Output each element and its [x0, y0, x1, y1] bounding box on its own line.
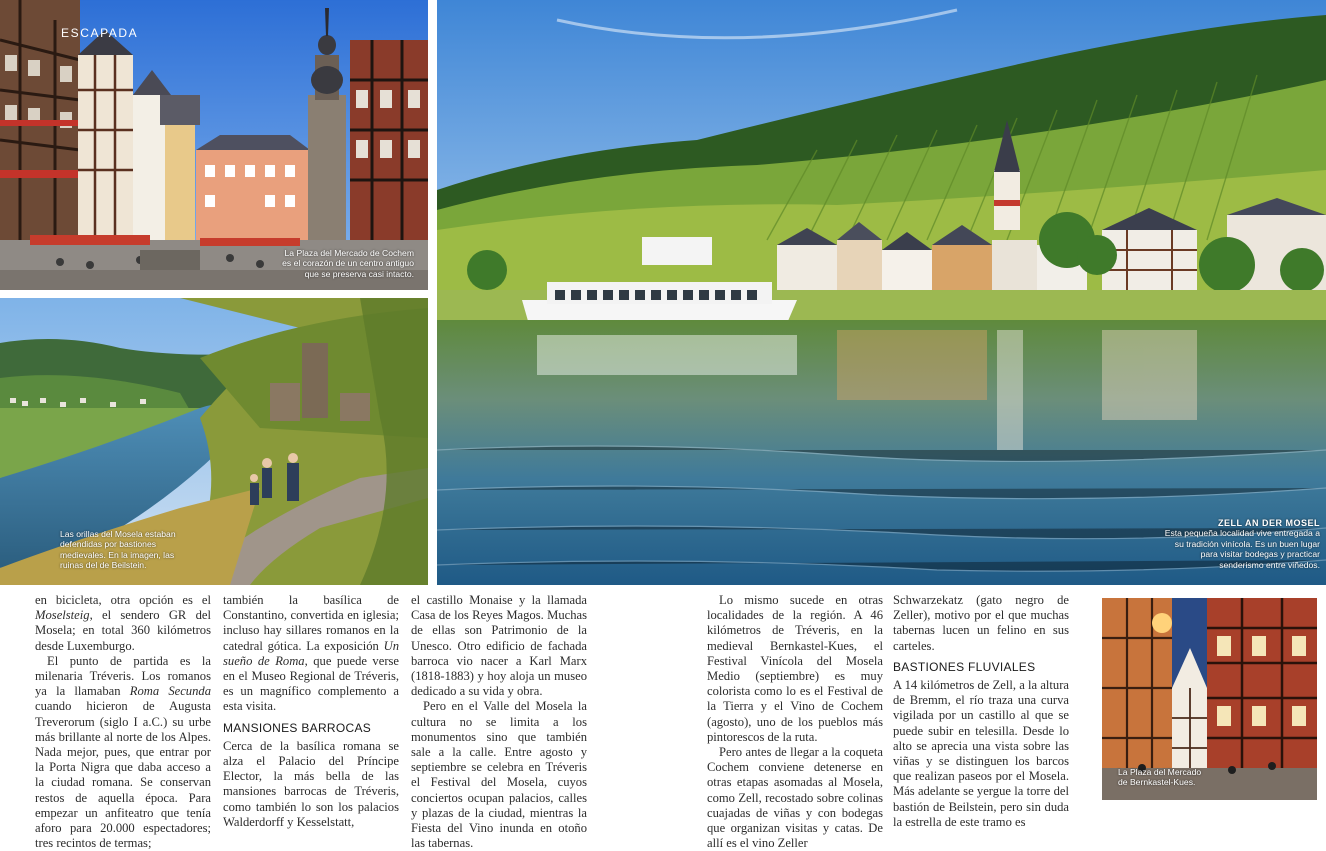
photo-bernkastel-market — [1102, 598, 1317, 800]
paragraph: Lo mismo sucede en otras localidades de la región. A 46 kilómetros de Tréveris, en la medieval Bernkastel-Kues, el Festival Vinícola del Mosela Medio (septiembre) es muy colorista como lo es el Festival de la Tierra y el Vino de Cochem (agosto), uno de los pueblos más pintorescos de la ruta. — [707, 593, 883, 744]
caption-zell-body: Esta pequeña localidad vive entregada a su tradición vinícola. Es un buen lugar para visitar bodegas y practicar senderismo entre viñedos. — [1164, 528, 1320, 570]
photo-zell-river — [437, 0, 1326, 585]
photo-cochem-market — [0, 0, 428, 290]
text-run-italic: Roma Secunda — [129, 684, 211, 699]
paragraph — [223, 593, 399, 715]
text-run: también la basílica de Constantino, convertida en iglesia; incluso hay sillares romanos en la catedral gótica. La exposición — [223, 593, 399, 653]
paragraph: Cerca de la basílica romana se alza el Palacio del Príncipe Elector, la más bella de las mansiones barrocas de Tréveris, como también lo son los palacios Walderdorff y Kesselstatt, — [223, 738, 399, 829]
section-label: ESCAPADA — [61, 26, 139, 40]
text-run: , el sendero GR del Mosela; en total 360 kilómetros desde Luxemburgo. — [35, 608, 211, 653]
text-column-2 — [223, 593, 399, 830]
paragraph: A 14 kilómetros de Zell, a la altura de Bremm, el río traza una curva vigilada por un castillo al que se puede subir en telesilla. Desde lo alto se aprecia una vista sobre las viñas y se distinguen los barcos que realizan paseos por el Mosela. Más adelante se yergue la torre del bastión de Beilstein, pero sin duda la estrella de este tramo es — [893, 678, 1069, 829]
text-run: El punto de partida es la milenaria Tréveris. Los romanos ya la llamaban — [35, 653, 211, 699]
text-run: en bicicleta, otra opción es el — [35, 593, 211, 607]
text-column-3 — [411, 593, 587, 851]
text-run: cuando hicieron de Augusta Treverorum (siglo I a.C.) su urbe más brillante al norte de los Alpes. Nada mejor, pues, que entrar por la Porta Nigra que daba acceso a la ciudad romana. Se conservan restos de aquella época. Para empezar un anfiteatro que tenía aforo para 20.000 espectadores; tres recintos de termas; — [35, 699, 211, 851]
text-column-4 — [707, 593, 883, 851]
caption-zell — [1160, 518, 1320, 570]
subheading: MANSIONES BARROCAS — [223, 720, 372, 735]
paragraph — [35, 654, 211, 851]
caption-beilstein: Las orillas del Mosela estaban defendidas por bastiones medievales. En la imagen, las ruinas del de Beilstein. — [60, 529, 176, 571]
caption-zell-title: ZELL AN DER MOSEL — [1217, 518, 1320, 528]
paragraph — [35, 593, 211, 654]
text-column-5 — [893, 593, 1069, 830]
subheading: BASTIONES FLUVIALES — [893, 659, 1036, 674]
paragraph: Pero antes de llegar a la coqueta Cochem conviene detenerse en otras etapas asomadas al Mosela, como Zell, recostado sobre colinas cuajadas de viñas y con bodegas que organizan visitas y catas. De allí es el vino Zeller — [707, 745, 883, 851]
caption-cochem: La Plaza del Mercado de Cochem es el corazón de un centro antiguo que se preserva casi intacto. — [282, 248, 414, 279]
text-column-1 — [35, 593, 211, 851]
paragraph: Pero en el Valle del Mosela la cultura no se limita a los monumentos sino que también sale a la calle. Entre agosto y septiembre se celebra en Tréveris el Festival del Mosela, cuyos conciertos ocupan palacios, calles y plazas de la ciudad, mientras la Fiesta del Vino inunda en otoño las tabernas. — [411, 699, 587, 851]
text-run-italic: Un sueño de Roma — [223, 638, 399, 668]
photo-beilstein-ruins — [0, 298, 428, 585]
text-run-italic: Moselsteig — [35, 608, 90, 623]
caption-bernkastel: La Plaza del Mercado de Bernkastel-Kues. — [1118, 767, 1202, 788]
paragraph: Schwarzekatz (gato negro de Zeller), motivo por el que muchas tabernas lucen un felino en sus carteles. — [893, 593, 1069, 653]
text-run: , que puede verse en el Museo Regional de Tréveris, es un magnífico complemento a esta visita. — [223, 653, 400, 714]
paragraph: el castillo Monaise y la llamada Casa de los Reyes Magos. Muchas de ellas son Patrimonio de la Unesco. Otro edificio de fachada barroca vio nacer a Karl Marx (1818-1883) y hoy aloja un museo dedicado a su vida y obra. — [411, 593, 587, 699]
